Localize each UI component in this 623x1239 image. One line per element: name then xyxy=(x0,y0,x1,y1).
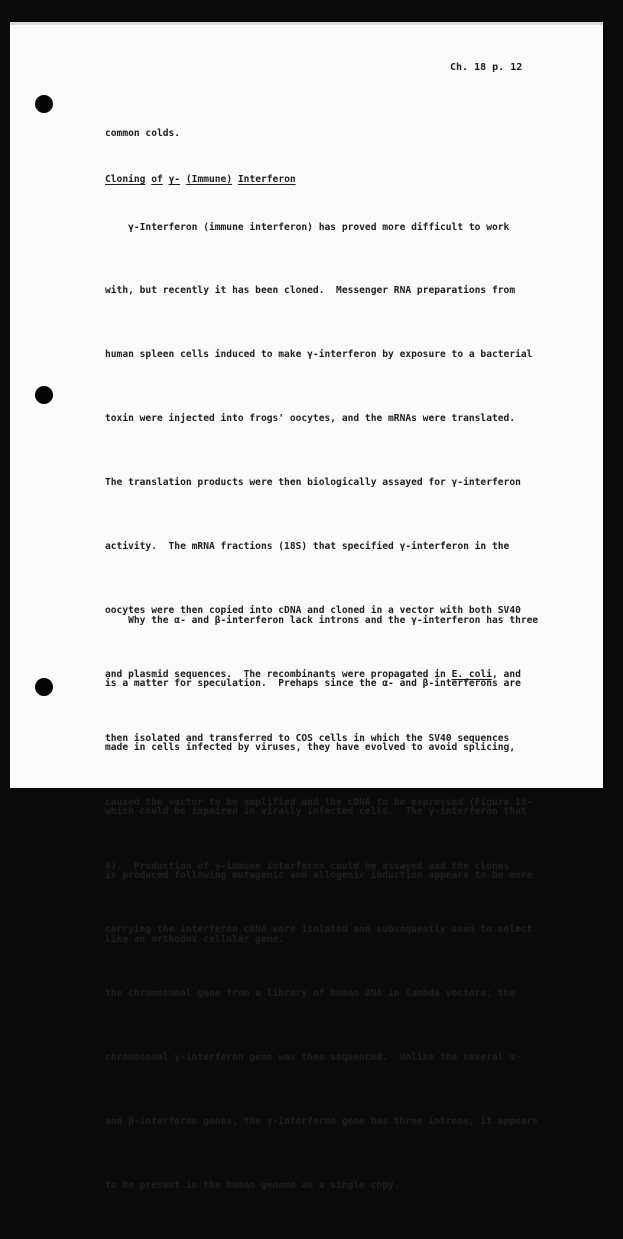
paragraph-2-line: which could be impaired in virally infected cells. The γ-interferon that xyxy=(105,806,527,818)
paragraph-1-line: then isolated and transferred to COS cells in which the SV40 sequences xyxy=(105,732,510,744)
paragraph-2-line: like an orthodox cellular gene. xyxy=(105,934,285,946)
paragraph-1-line: the chromosomal gene from a library of human DNA in lambda vectors; the xyxy=(105,988,516,1000)
heading-word-3: γ- xyxy=(168,173,181,185)
paragraph-1-line: caused the vector to be amplified and the cDNA to be expressed (Figure 15- xyxy=(105,796,533,808)
paragraph-2 xyxy=(105,567,545,993)
paragraph-1-line: toxin were injected into frogs' oocytes, and the mRNAs were translated. xyxy=(105,413,516,425)
paragraph-1-line: and β-interferon genes, the γ-interferon gene has three introns; it appears xyxy=(105,1116,539,1128)
punch-hole-top xyxy=(35,95,53,113)
paragraph-1-line: The translation products were then biologically assayed for γ-interferon xyxy=(105,477,521,489)
punch-hole-middle xyxy=(35,386,53,404)
paragraph-1-line: activity. The mRNA fractions (18S) that specified γ-interferon in the xyxy=(105,541,510,553)
paragraph-1-line-end: , and xyxy=(492,668,521,680)
paragraph-2-line: is a matter for speculation. Prehaps since the α- and β-interferons are xyxy=(105,678,521,690)
page-label: Ch. 18 p. 12 xyxy=(450,62,523,73)
paragraph-1-line: chromosomal γ-interferon gene was then sequenced. Unlike the several α- xyxy=(105,1052,521,1064)
heading-word-1: Cloning xyxy=(105,173,146,185)
paragraph-1-line: with, but recently it has been cloned. Messenger RNA preparations from xyxy=(105,285,516,297)
paragraph-1-line: γ-Interferon (immune interferon) has proved more difficult to work xyxy=(105,221,510,233)
heading-word-4: (Immune) xyxy=(185,173,233,185)
paragraph-2-line: Why the α- and β-interferon lack introns and the γ-interferon has three xyxy=(105,614,539,626)
paragraph-1-line: human spleen cells induced to make γ-interferon by exposure to a bacterial xyxy=(105,349,533,361)
paper-top-edge xyxy=(10,22,603,25)
punch-hole-bottom xyxy=(35,678,53,696)
paragraph-1-line: carrying the interferon cDNA were isolated and subsequently used to select xyxy=(105,924,533,936)
paragraph-2-line: is produced following mutagenic and allogenic induction appears to be more xyxy=(105,870,533,882)
paper-sheet xyxy=(10,22,603,1191)
top-line-text: common colds. xyxy=(105,127,181,139)
paragraph-2-line: made in cells infected by viruses, they have evolved to avoid splicing, xyxy=(105,742,516,754)
paragraph-1-line: 4). Production of γ-immune interferon could be assayed and the clones xyxy=(105,860,510,872)
paragraph-1-line: to be present in the human genome as a single copy. xyxy=(105,1179,400,1191)
heading-word-2: of xyxy=(151,173,163,185)
organism-name: E. coli xyxy=(451,668,492,680)
paragraph-1-line: oocytes were then copied into cDNA and cloned in a vector with both SV40 xyxy=(105,604,521,616)
paragraph-1-line-start: and plasmid sequences. The recombinants were propagated in xyxy=(105,668,452,680)
heading-word-5: Interferon xyxy=(237,173,296,185)
